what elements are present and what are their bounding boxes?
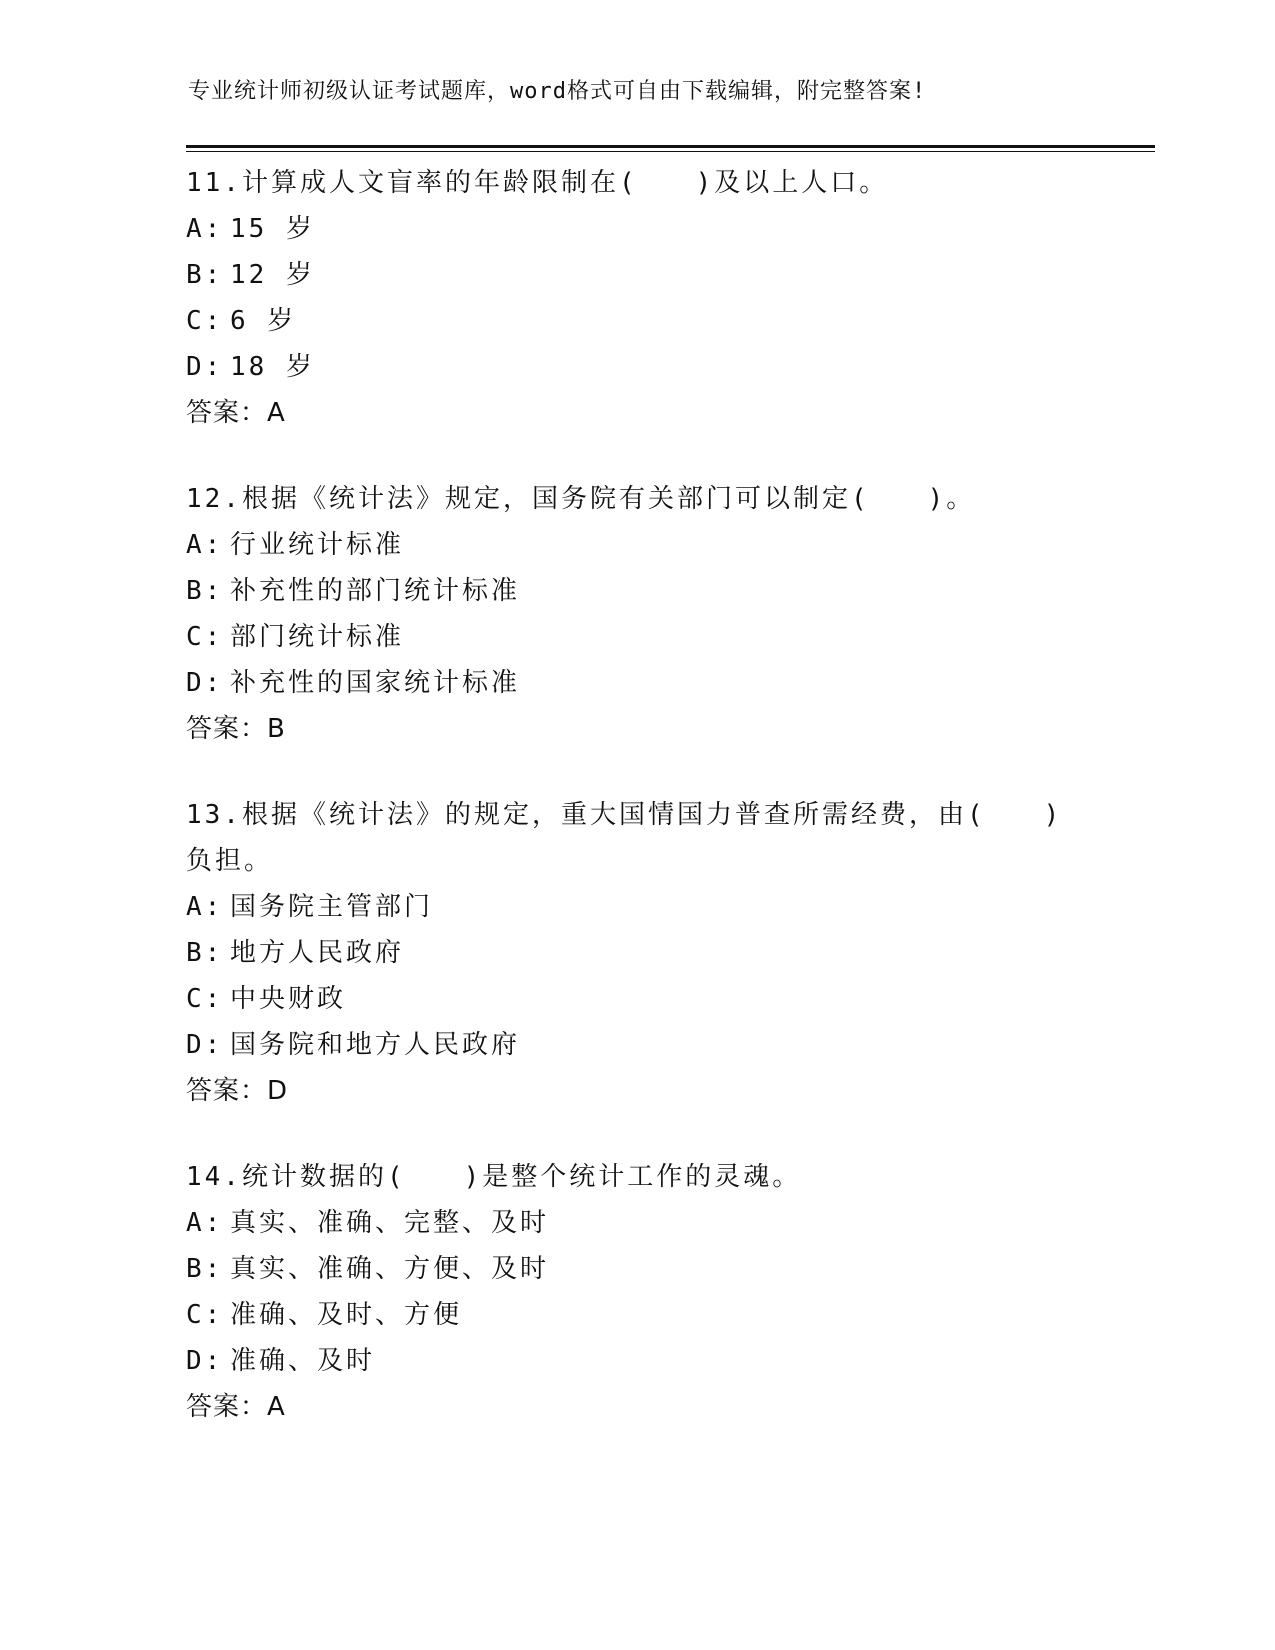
answer-line: 答案：D bbox=[186, 1076, 289, 1106]
document-header: 专业统计师初级认证考试题库，word格式可自由下载编辑，附完整答案! bbox=[188, 79, 927, 104]
option-a bbox=[186, 206, 1086, 252]
option-c bbox=[186, 976, 1086, 1022]
option-text: 6 岁 bbox=[230, 306, 297, 336]
option-letter: D: bbox=[186, 668, 224, 698]
option-letter: A: bbox=[186, 214, 224, 244]
option-d bbox=[186, 1022, 1086, 1068]
option-letter: A: bbox=[186, 892, 224, 922]
option-letter: B: bbox=[186, 1254, 224, 1284]
option-text: 18 岁 bbox=[230, 352, 315, 382]
question-list bbox=[186, 160, 1086, 1470]
answer-line: 答案：A bbox=[186, 398, 286, 428]
option-letter: B: bbox=[186, 260, 224, 290]
option-b bbox=[186, 1246, 1086, 1292]
question-stem: 13.根据《统计法》的规定，重大国情国力普查所需经费，由( )负担。 bbox=[186, 800, 1063, 876]
option-letter: D: bbox=[186, 1346, 224, 1376]
option-text: 准确、及时 bbox=[230, 1346, 376, 1376]
option-letter: D: bbox=[186, 1030, 224, 1060]
option-c bbox=[186, 298, 1086, 344]
option-letter: A: bbox=[186, 530, 224, 560]
option-letter: B: bbox=[186, 576, 224, 606]
answer-line: 答案：B bbox=[186, 714, 286, 744]
question-13 bbox=[186, 792, 1086, 1114]
option-text: 补充性的国家统计标准 bbox=[230, 668, 521, 698]
option-text: 国务院和地方人民政府 bbox=[230, 1030, 521, 1060]
option-text: 12 岁 bbox=[230, 260, 315, 290]
option-text: 真实、准确、完整、及时 bbox=[230, 1208, 550, 1238]
option-letter: C: bbox=[186, 306, 224, 336]
question-stem: 14.统计数据的( )是整个统计工作的灵魂。 bbox=[186, 1162, 802, 1192]
question-14 bbox=[186, 1154, 1086, 1430]
option-text: 部门统计标准 bbox=[230, 622, 405, 652]
option-text: 15 岁 bbox=[230, 214, 315, 244]
answer-line: 答案：A bbox=[186, 1392, 286, 1422]
option-letter: C: bbox=[186, 984, 224, 1014]
option-d bbox=[186, 344, 1086, 390]
option-d bbox=[186, 1338, 1086, 1384]
option-letter: C: bbox=[186, 1300, 224, 1330]
option-a bbox=[186, 884, 1086, 930]
option-text: 补充性的部门统计标准 bbox=[230, 576, 521, 606]
question-stem: 12.根据《统计法》规定，国务院有关部门可以制定( )。 bbox=[186, 484, 976, 514]
option-c bbox=[186, 1292, 1086, 1338]
header-rule-thick bbox=[186, 145, 1155, 148]
question-11 bbox=[186, 160, 1086, 436]
option-letter: C: bbox=[186, 622, 224, 652]
option-letter: B: bbox=[186, 938, 224, 968]
option-text: 真实、准确、方便、及时 bbox=[230, 1254, 550, 1284]
option-text: 准确、及时、方便 bbox=[230, 1300, 463, 1330]
option-c bbox=[186, 614, 1086, 660]
option-b bbox=[186, 568, 1086, 614]
question-stem: 11.计算成人文盲率的年龄限制在( )及以上人口。 bbox=[186, 168, 889, 198]
option-text: 地方人民政府 bbox=[230, 938, 405, 968]
option-a bbox=[186, 1200, 1086, 1246]
header-rule-thin bbox=[186, 151, 1155, 152]
option-text: 国务院主管部门 bbox=[230, 892, 434, 922]
option-a bbox=[186, 522, 1086, 568]
option-b bbox=[186, 252, 1086, 298]
question-12 bbox=[186, 476, 1086, 752]
option-letter: A: bbox=[186, 1208, 224, 1238]
option-d bbox=[186, 660, 1086, 706]
option-text: 行业统计标准 bbox=[230, 530, 405, 560]
option-letter: D: bbox=[186, 352, 224, 382]
option-b bbox=[186, 930, 1086, 976]
option-text: 中央财政 bbox=[230, 984, 347, 1014]
